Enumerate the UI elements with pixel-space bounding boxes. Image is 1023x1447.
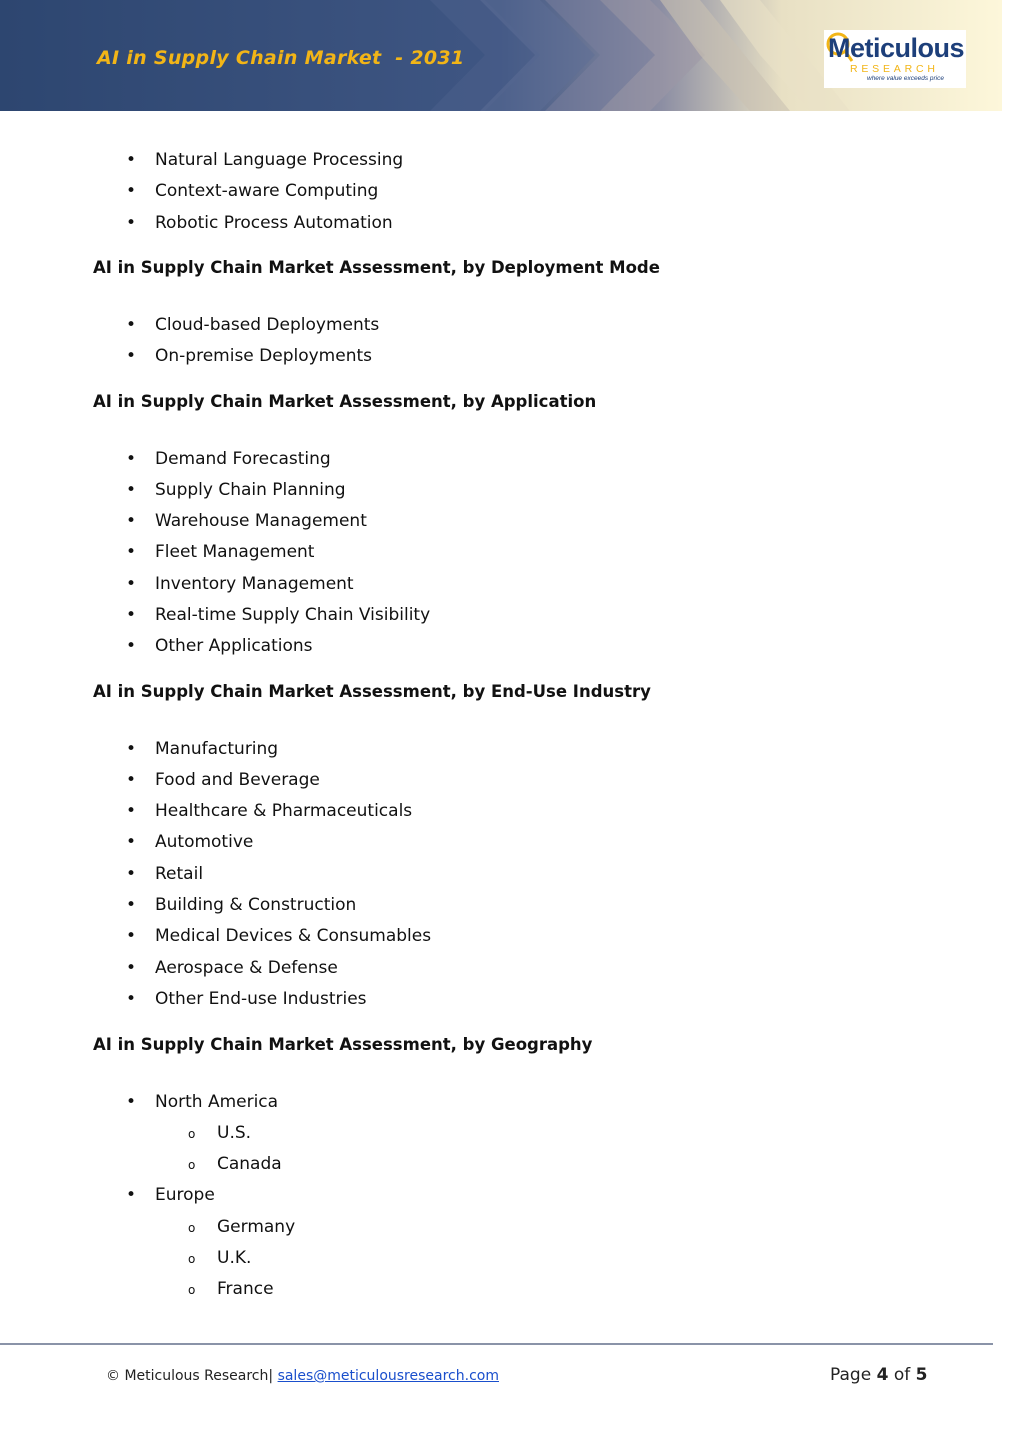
page-number: Page 4 of 5: [830, 1365, 928, 1385]
bullet-icon: •: [126, 213, 137, 233]
footer-copyright: [106, 1367, 499, 1385]
circle-bullet-icon: o: [188, 1158, 196, 1172]
section-heading-application: AI in Supply Chain Market Assessment, by Application: [93, 392, 597, 411]
bullet-icon: •: [126, 346, 137, 366]
circle-bullet-icon: o: [188, 1283, 196, 1297]
bullet-icon: •: [126, 150, 137, 170]
email-link[interactable]: sales@meticulousresearch.com: [277, 1368, 499, 1384]
circle-bullet-icon: o: [188, 1127, 196, 1141]
circle-bullet-icon: o: [188, 1221, 196, 1235]
copyright-text: © Meticulous Research|: [106, 1368, 274, 1384]
bullet-icon: •: [126, 480, 137, 500]
company-logo: [824, 30, 966, 88]
bullet-icon: •: [126, 1185, 137, 1205]
bullet-icon: •: [126, 542, 137, 562]
bullet-icon: •: [126, 315, 137, 335]
header-title: AI in Supply Chain Market - 2031: [97, 47, 465, 69]
bullet-icon: •: [126, 958, 137, 978]
total-pages: 5: [915, 1365, 928, 1385]
bullet-icon: •: [126, 864, 137, 884]
bullet-icon: •: [126, 449, 137, 469]
logo-name: Meticulous: [828, 33, 965, 63]
bullet-icon: •: [126, 770, 137, 790]
section-heading-geography: AI in Supply Chain Market Assessment, by Geography: [93, 1035, 593, 1054]
header-banner: [0, 0, 1002, 111]
bullet-icon: •: [126, 895, 137, 915]
bullet-icon: •: [126, 636, 137, 656]
section-heading-end-use: AI in Supply Chain Market Assessment, by End-Use Industry: [93, 682, 651, 701]
bullet-icon: •: [126, 1092, 137, 1112]
bullet-icon: •: [126, 574, 137, 594]
footer-divider: [0, 1343, 993, 1345]
bullet-icon: •: [126, 832, 137, 852]
bullet-icon: •: [126, 181, 137, 201]
bullet-icon: •: [126, 801, 137, 821]
bullet-icon: •: [126, 926, 137, 946]
current-page: 4: [876, 1365, 889, 1385]
bullet-icon: •: [126, 605, 137, 625]
logo-tagline: where value exceeds price: [867, 75, 944, 82]
section-heading-deployment: AI in Supply Chain Market Assessment, by Deployment Mode: [93, 258, 660, 277]
bullet-icon: •: [126, 739, 137, 759]
logo-subtitle: RESEARCH: [850, 63, 939, 75]
bullet-icon: •: [126, 511, 137, 531]
circle-bullet-icon: o: [188, 1252, 196, 1266]
bullet-icon: •: [126, 989, 137, 1009]
